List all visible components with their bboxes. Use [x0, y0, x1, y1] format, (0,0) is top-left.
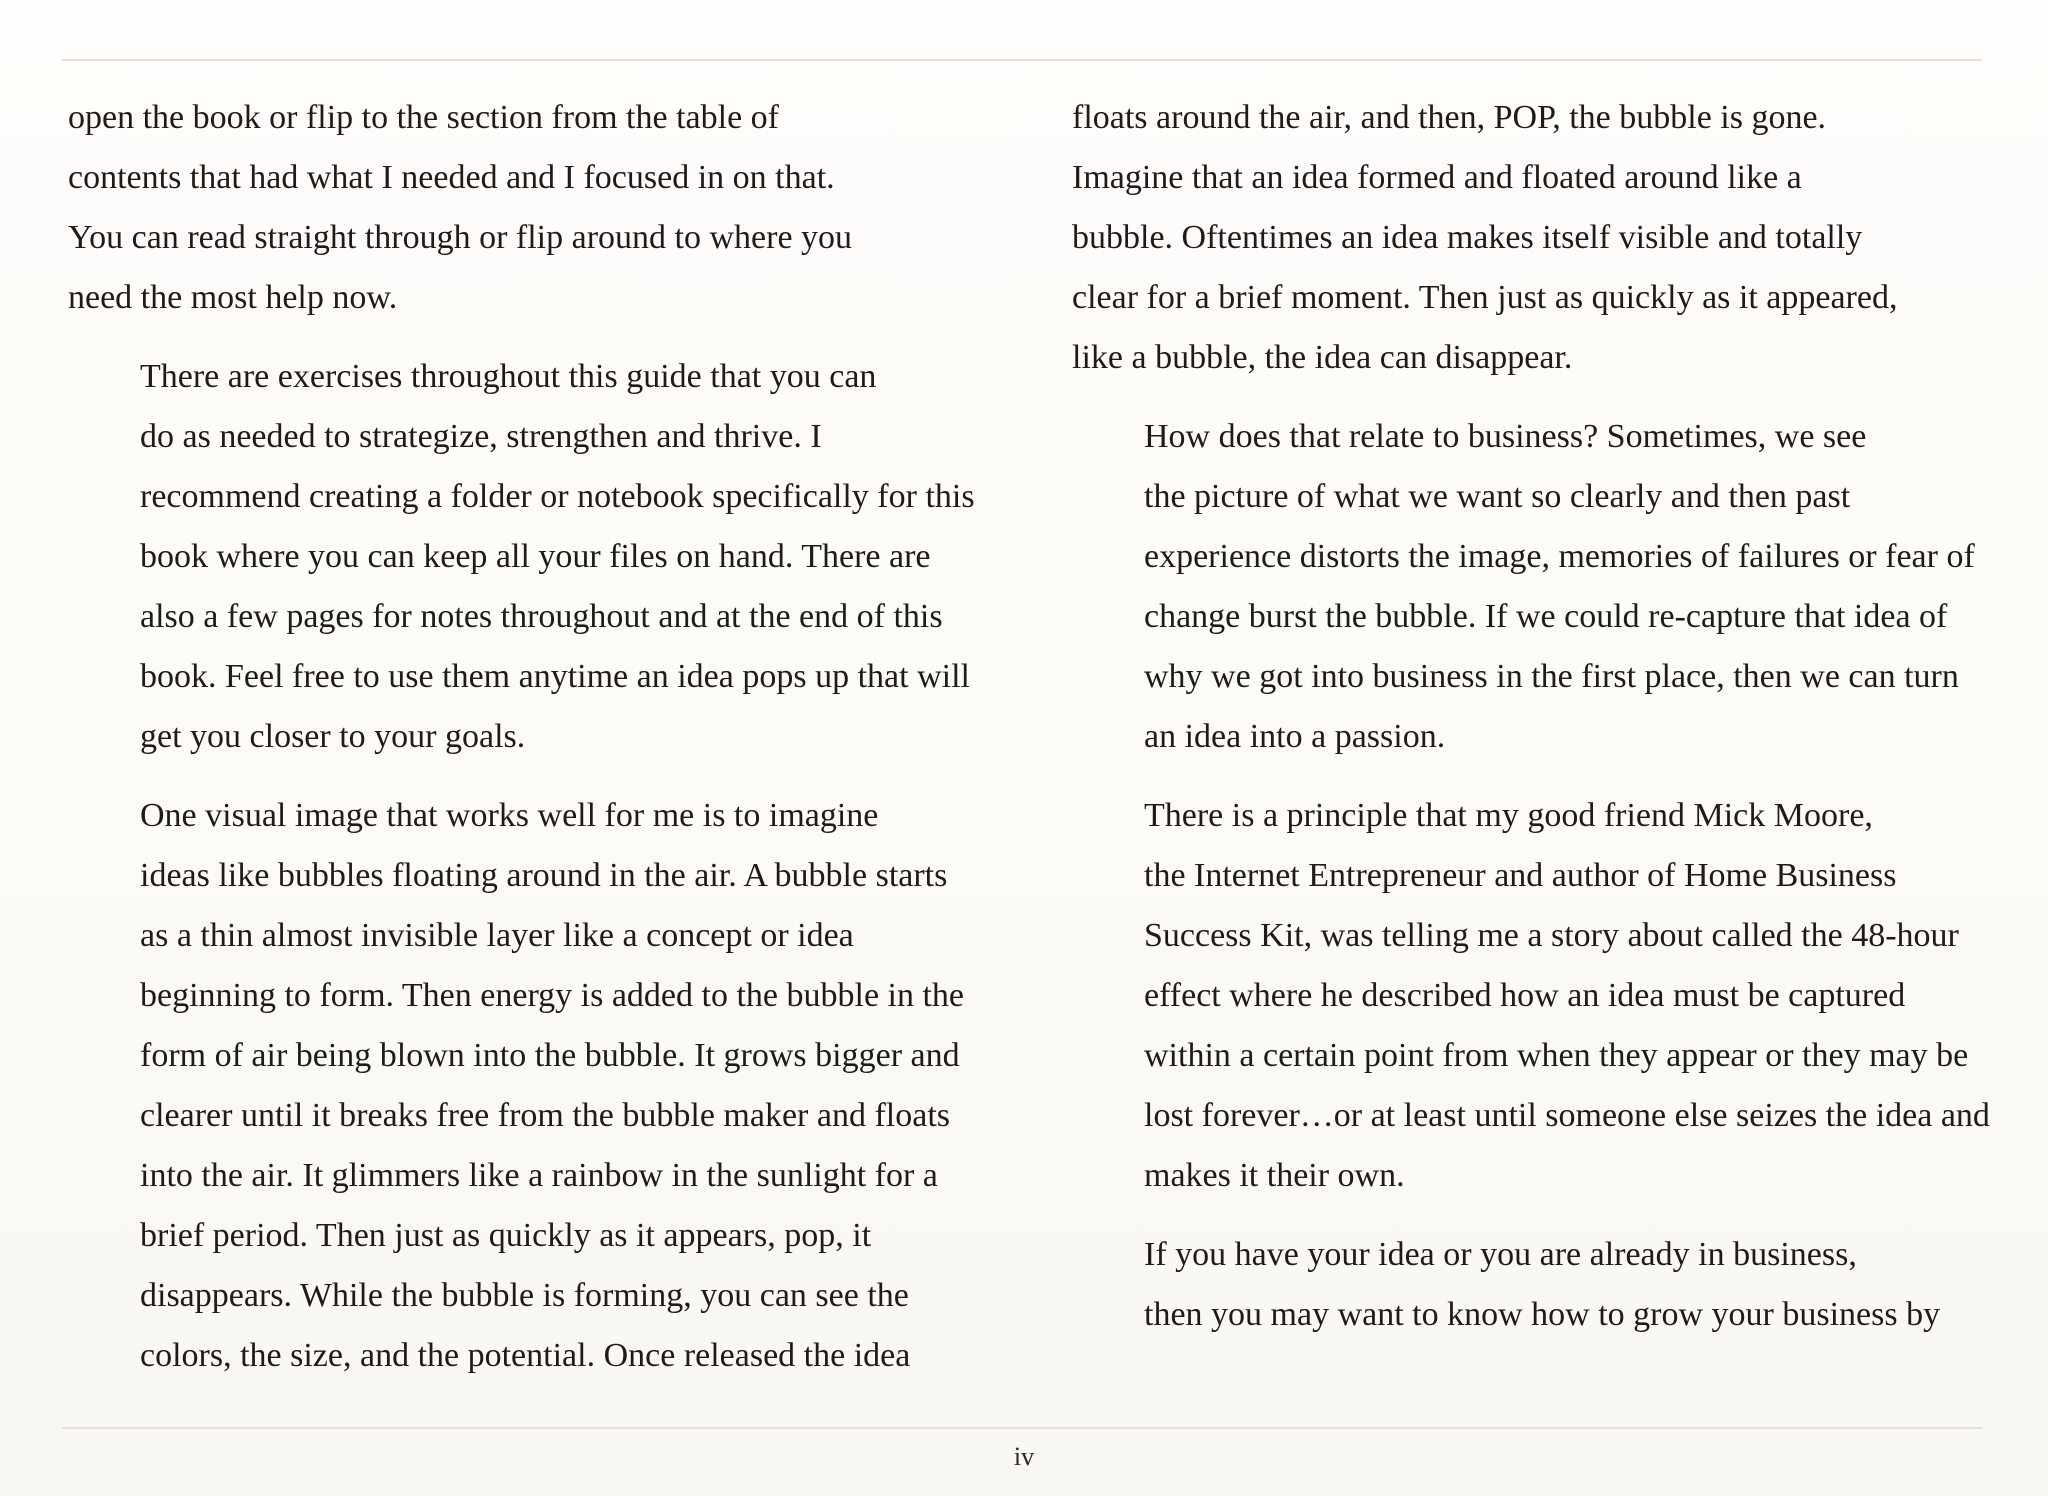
text-line: There is a principle that my good friend Mick Moore, [1144, 797, 1873, 834]
text-line: need the most help now. [68, 279, 398, 316]
right-column [1072, 88, 1990, 1364]
text-line: also a few pages for notes throughout and at the end of this [140, 598, 943, 635]
paragraph [1072, 786, 1990, 1206]
text-line: You can read straight through or flip around to where you [68, 219, 853, 256]
text-line: colors, the size, and the potential. Once released the idea [140, 1337, 911, 1374]
text-line: beginning to form. Then energy is added to the bubble in the [140, 977, 965, 1014]
text-line: One visual image that works well for me is to imagine [140, 797, 879, 834]
text-line: within a certain point from when they appear or they may be [1144, 1037, 1969, 1074]
paragraph [1072, 407, 1984, 767]
text-line: If you have your idea or you are already in business, [1144, 1236, 1857, 1273]
text-line: Success Kit, was telling me a story about called the 48-hour [1144, 917, 1959, 954]
paragraph [1072, 1225, 1984, 1345]
text-line: lost forever…or at least until someone else seizes the idea and [1144, 1097, 1990, 1134]
text-line: open the book or flip to the section from the table of [68, 99, 779, 136]
text-line: like a bubble, the idea can disappear. [1072, 339, 1573, 376]
page-body [68, 88, 1990, 1388]
text-line: the Internet Entrepreneur and author of Home Business [1144, 857, 1897, 894]
text-line: as a thin almost invisible layer like a concept or idea [140, 917, 854, 954]
left-column [68, 88, 978, 1405]
text-line: contents that had what I needed and I focused in on that. [68, 159, 835, 196]
text-line: clearer until it breaks free from the bubble maker and floats [140, 1097, 950, 1134]
text-line: why we got into business in the first place, then we can turn [1144, 658, 1959, 695]
text-line: clear for a brief moment. Then just as quickly as it appeared, [1072, 279, 1898, 316]
paragraph [1072, 88, 1984, 388]
text-line: makes it their own. [1144, 1157, 1405, 1194]
text-line: the picture of what we want so clearly and then past [1144, 478, 1851, 515]
text-line: How does that relate to business? Sometimes, we see [1144, 418, 1867, 455]
text-line: change burst the bubble. If we could re-capture that idea of [1144, 598, 1948, 635]
text-line: book. Feel free to use them anytime an idea pops up that will [140, 658, 970, 695]
top-rule [62, 59, 1982, 61]
text-line: get you closer to your goals. [140, 718, 526, 755]
text-line: ideas like bubbles floating around in the air. A bubble starts [140, 857, 948, 894]
text-line: effect where he described how an idea must be captured [1144, 977, 1906, 1014]
text-line: disappears. While the bubble is forming, you can see the [140, 1277, 909, 1314]
text-line: experience distorts the image, memories of failures or fear of [1144, 538, 1975, 575]
bottom-rule [62, 1427, 1982, 1429]
text-line: an idea into a passion. [1144, 718, 1446, 755]
text-line: do as needed to strategize, strengthen and thrive. I [140, 418, 822, 455]
paragraph [68, 347, 978, 767]
text-line: bubble. Oftentimes an idea makes itself visible and totally [1072, 219, 1863, 256]
paragraph [68, 786, 978, 1386]
text-line: into the air. It glimmers like a rainbow in the sunlight for a [140, 1157, 938, 1194]
text-line: then you may want to know how to grow your business by [1144, 1296, 1941, 1333]
text-line: There are exercises throughout this guide that you can [140, 358, 877, 395]
paragraph [68, 88, 978, 328]
text-line: book where you can keep all your files on hand. There are [140, 538, 931, 575]
text-line: floats around the air, and then, POP, the bubble is gone. [1072, 99, 1827, 136]
page-number: iv [1013, 1442, 1035, 1471]
text-line: form of air being blown into the bubble. It grows bigger and [140, 1037, 960, 1074]
text-line: recommend creating a folder or notebook specifically for this [140, 478, 975, 515]
text-line: Imagine that an idea formed and floated around like a [1072, 159, 1802, 196]
text-line: brief period. Then just as quickly as it appears, pop, it [140, 1217, 872, 1254]
